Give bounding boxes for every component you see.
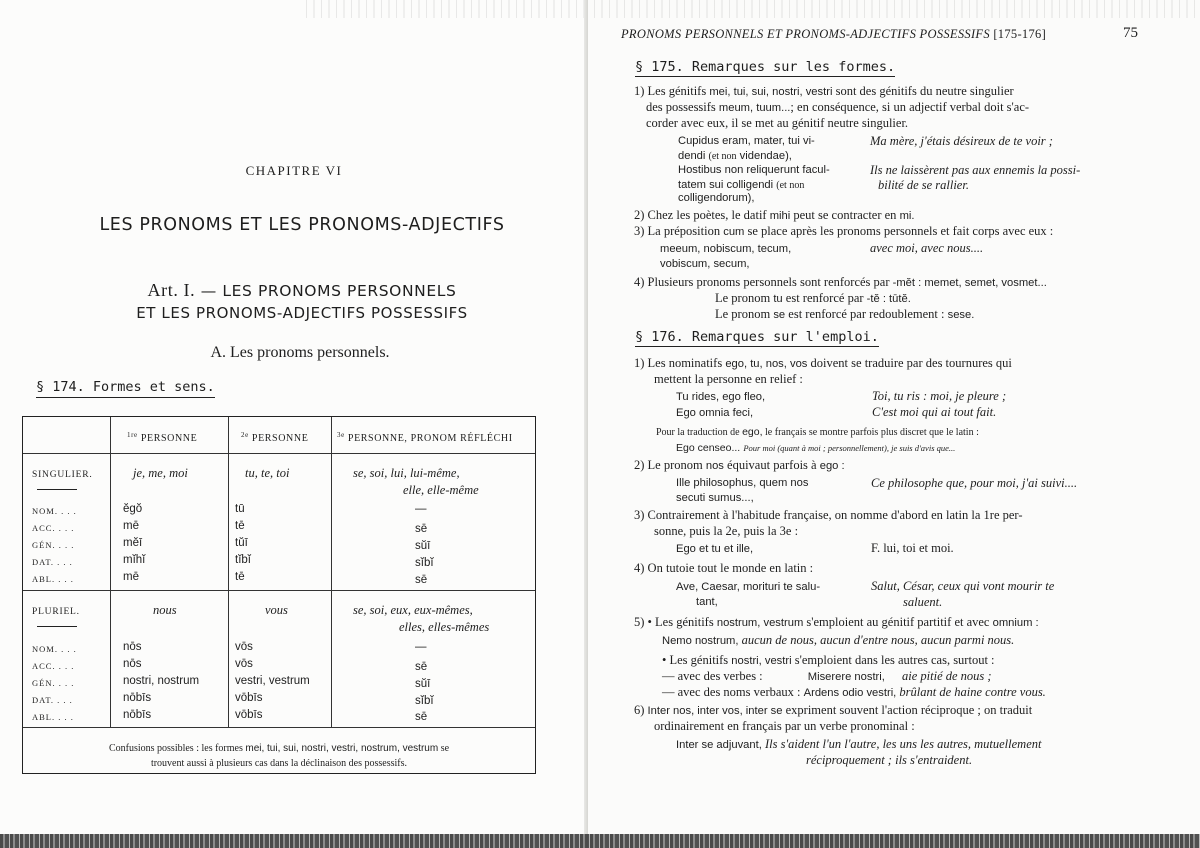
case-label: GÉN. . . . [32,540,75,550]
table-cell: nostri, nostrum [123,675,200,687]
chapter-title: LES PRONOMS ET LES PRONOMS-ADJECTIFS [99,215,505,235]
singular-p3-sense: elle, elle-même [403,483,479,497]
left-page [0,0,588,848]
table-cell: sŭī [415,540,431,552]
article-prefix: Art. I. [147,280,196,300]
table-cell: mĕī [123,537,143,549]
table-divider [228,417,229,727]
table-divider [23,727,535,728]
remark-176-1-note: Pour la traduction de ego, le français se montre parfois plus discret que le latin : [656,426,979,438]
page-edge-speckle [300,0,588,18]
example-latin: Cupidus eram, mater, tui vi- [678,135,815,147]
example-french: avec moi, avec nous.... [870,241,984,255]
example-latin: vobiscum, secum, [660,258,750,270]
remark-176-6-cont: ordinairement en français par un verbe pronominal : [654,719,915,733]
table-footnote: Confusions possibles : les formes mei, tui, sui, nostri, vestri, nostrum, vestrum se trouvent aussi à plusieurs cas dans la déclinaison des possessifs. [108,743,450,769]
singular-label: SINGULIER. [32,470,93,480]
table-cell: mē [123,520,139,532]
example-french: Ce philosophe que, pour moi, j'ai suivi.... [871,476,1078,490]
remark-175-4-cont: Le pronom tu est renforcé par -tĕ : tūtĕ. [715,291,911,305]
example-latin: meeum, nobiscum, tecum, [660,243,792,255]
page-bottom-edge [0,834,1200,848]
header-first-person: $^{1re}$ PERSONNE [127,431,198,444]
example-french: Ma mère, j'étais désireux de te voir ; [870,134,1053,148]
table-cell: vōbīs [235,709,263,721]
article-heading-line1 [8,280,588,301]
table-cell: nōs [123,658,142,670]
table-cell: vōs [235,641,253,653]
case-label: NOM. . . . [32,506,77,516]
singular-p2-sense: tu, te, toi [245,466,290,480]
plural-p3-sense: se, soi, eux, eux-mêmes, [353,603,473,617]
case-label: ABL. . . . [32,712,74,722]
table-cell: sĭbĭ [415,695,434,707]
example-latin: secuti sumus..., [676,492,754,504]
table-cell: sē [415,523,428,535]
example-french: réciproquement ; ils s'entraident. [806,753,973,767]
case-label: ABL. . . . [32,574,74,584]
example-latin: Ego omnia feci, [676,407,754,419]
example-french: C'est moi qui ai tout fait. [872,405,997,419]
header-second-person: $^{2e}$ PERSONNE [241,431,309,444]
section-176-heading: § 176. Remarques sur l'emploi. [635,329,879,345]
example-latin: Ave, Caesar, morituri te salu- [676,581,821,593]
table-cell: — [415,641,427,653]
example-french: Toi, tu ris : moi, je pleure ; [872,389,1007,403]
remark-175-1-cont: corder avec eux, il se met au génitif neutre singulier. [646,116,909,130]
case-label: NOM. . . . [32,644,77,654]
remark-176-5-nouns: — avec des noms verbaux : Ardens odio vestri, brûlant de haine contre vous. [662,685,1046,699]
article-line1: — LES PRONOMS PERSONNELS [200,282,457,300]
table-cell: tū [235,503,245,515]
example-french: Salut, César, ceux qui vont mourir te [871,579,1055,593]
table-divider [23,453,535,454]
remark-175-4-cont: Le pronom se est renforcé par redoublement : sese. [715,307,975,321]
table-divider [331,417,332,727]
plural-p3-sense: elles, elles-mêmes [399,620,490,634]
table-cell: — [415,503,427,515]
section-175-heading: § 175. Remarques sur les formes. [635,59,896,75]
remark-176-6: 6) Inter nos, inter vos, inter se expriment souvent l'action réciproque ; on traduit [634,703,1033,717]
table-cell: mē [123,571,139,583]
remark-176-4: 4) On tutoie tout le monde en latin : [634,561,814,575]
table-cell: ĕgŏ [123,503,143,515]
remark-176-1-note: Ego censeo... Pour moi (quant à moi ; personnellement), je suis d'avis que... [676,442,956,454]
table-cell: nōbīs [123,692,152,704]
table-cell: nōs [123,641,142,653]
header-third-person: $^{3e}$ PERSONNE, PRONOM RÉFLÉCHI [337,431,513,444]
case-label: DAT. . . . [32,557,73,567]
table-cell: vōbīs [235,692,263,704]
table-cell: sŭī [415,678,431,690]
remark-175-2: 2) Chez les poètes, le datif mihi peut se contracter en mi. [634,208,915,222]
table-cell: tē [235,520,245,532]
page-edge-speckle [588,0,1200,18]
example-french: bilité de se rallier. [878,178,969,192]
example-latin: Tu rides, ego fleo, [676,391,766,403]
table-cell: sē [415,574,428,586]
section-174-heading: § 174. Formes et sens. [36,379,215,398]
subsection-heading: A. Les pronoms personnels. [210,344,390,361]
plural-p2-sense: vous [265,603,288,617]
remark-176-5-cont: • Les génitifs nostri, vestri s'emploient dans les autres cas, surtout : [662,653,995,667]
table-divider [110,417,111,727]
remark-176-1-cont: mettent la personne en relief : [654,372,803,386]
plural-label: PLURIEL. [32,607,80,617]
example-line: Inter se adjuvant, Ils s'aident l'un l'autre, les uns les autres, mutuellement [676,737,1042,751]
table-cell: tē [235,571,245,583]
table-cell: tŭī [235,537,248,549]
table-cell: vōs [235,658,253,670]
case-label: ACC. . . . [32,523,75,533]
table-cell: tĭbĭ [235,554,251,566]
example-french: Ils ne laissèrent pas aux ennemis la possi- [870,163,1081,177]
table-cell: nōbīs [123,709,152,721]
remark-175-3: 3) La préposition cum se place après les pronoms personnels et fait corps avec eux : [634,224,1054,238]
table-cell: vestri, vestrum [235,675,310,687]
pronoun-table [22,416,536,774]
remark-176-1: 1) Les nominatifs ego, tu, nos, vos doivent se traduire par des tournures qui [634,356,1012,370]
example-latin: dendi (et non videndae), [678,150,792,162]
example-line: Nemo nostrum, aucun de nous, aucun d'entre nous, aucun parmi nous. [662,633,1015,647]
example-latin: Ego et tu et ille, [676,543,754,555]
plural-rule [37,626,77,627]
page-number: 75 [1123,25,1138,41]
example-latin: Hostibus non reliquerunt facul- [678,164,830,176]
table-cell: mĭhĭ [123,554,146,566]
case-label: DAT. . . . [32,695,73,705]
article-heading-line2: ET LES PRONOMS-ADJECTIFS POSSESSIFS [136,304,468,322]
example-latin: tant, [696,596,718,608]
chapter-label: CHAPITRE VI [245,163,343,178]
remark-176-2: 2) Le pronom nos équivaut parfois à ego : [634,458,845,472]
table-cell: sĭbĭ [415,557,434,569]
table-cell: sē [415,661,428,673]
remark-175-4: 4) Plusieurs pronoms personnels sont renforcés par -mĕt : memet, semet, vosmet... [634,275,1047,289]
singular-p3-sense: se, soi, lui, lui-même, [353,466,460,480]
right-page [588,0,1200,848]
case-label: ACC. . . . [32,661,75,671]
singular-rule [37,489,77,490]
remark-176-3-cont: sonne, puis la 2e, puis la 3e : [654,524,799,538]
example-french: saluent. [903,595,943,609]
remark-175-1-cont: des possessifs meum, tuum...; en conséquence, si un adjectif verbal doit s'ac- [646,100,1030,114]
running-head: PRONOMS PERSONNELS ET PRONOMS-ADJECTIFS POSSESSIFS [175-176] [621,27,1047,41]
example-latin: Ille philosophus, quem nos [676,477,809,489]
plural-p1-sense: nous [153,603,177,617]
singular-p1-sense: je, me, moi [133,466,188,480]
case-label: GÉN. . . . [32,678,75,688]
table-cell: sē [415,711,428,723]
example-french: F. lui, toi et moi. [871,541,954,555]
example-latin: colligendorum), [678,192,755,204]
table-divider [23,590,535,591]
remark-176-5-verbs: — avec des verbes : Miserere nostri, aie pitié de nous ; [662,669,992,683]
remark-176-5: 5) • Les génitifs nostrum, vestrum s'emploient au génitif partitif et avec omnium : [634,615,1039,629]
remark-176-3: 3) Contrairement à l'habitude française, on nomme d'abord en latin la 1re per- [634,508,1023,522]
example-latin: tatem sui colligendi (et non [678,179,805,191]
remark-175-1: 1) Les génitifs mei, tui, sui, nostri, vestri sont des génitifs du neutre singulier [634,84,1014,98]
